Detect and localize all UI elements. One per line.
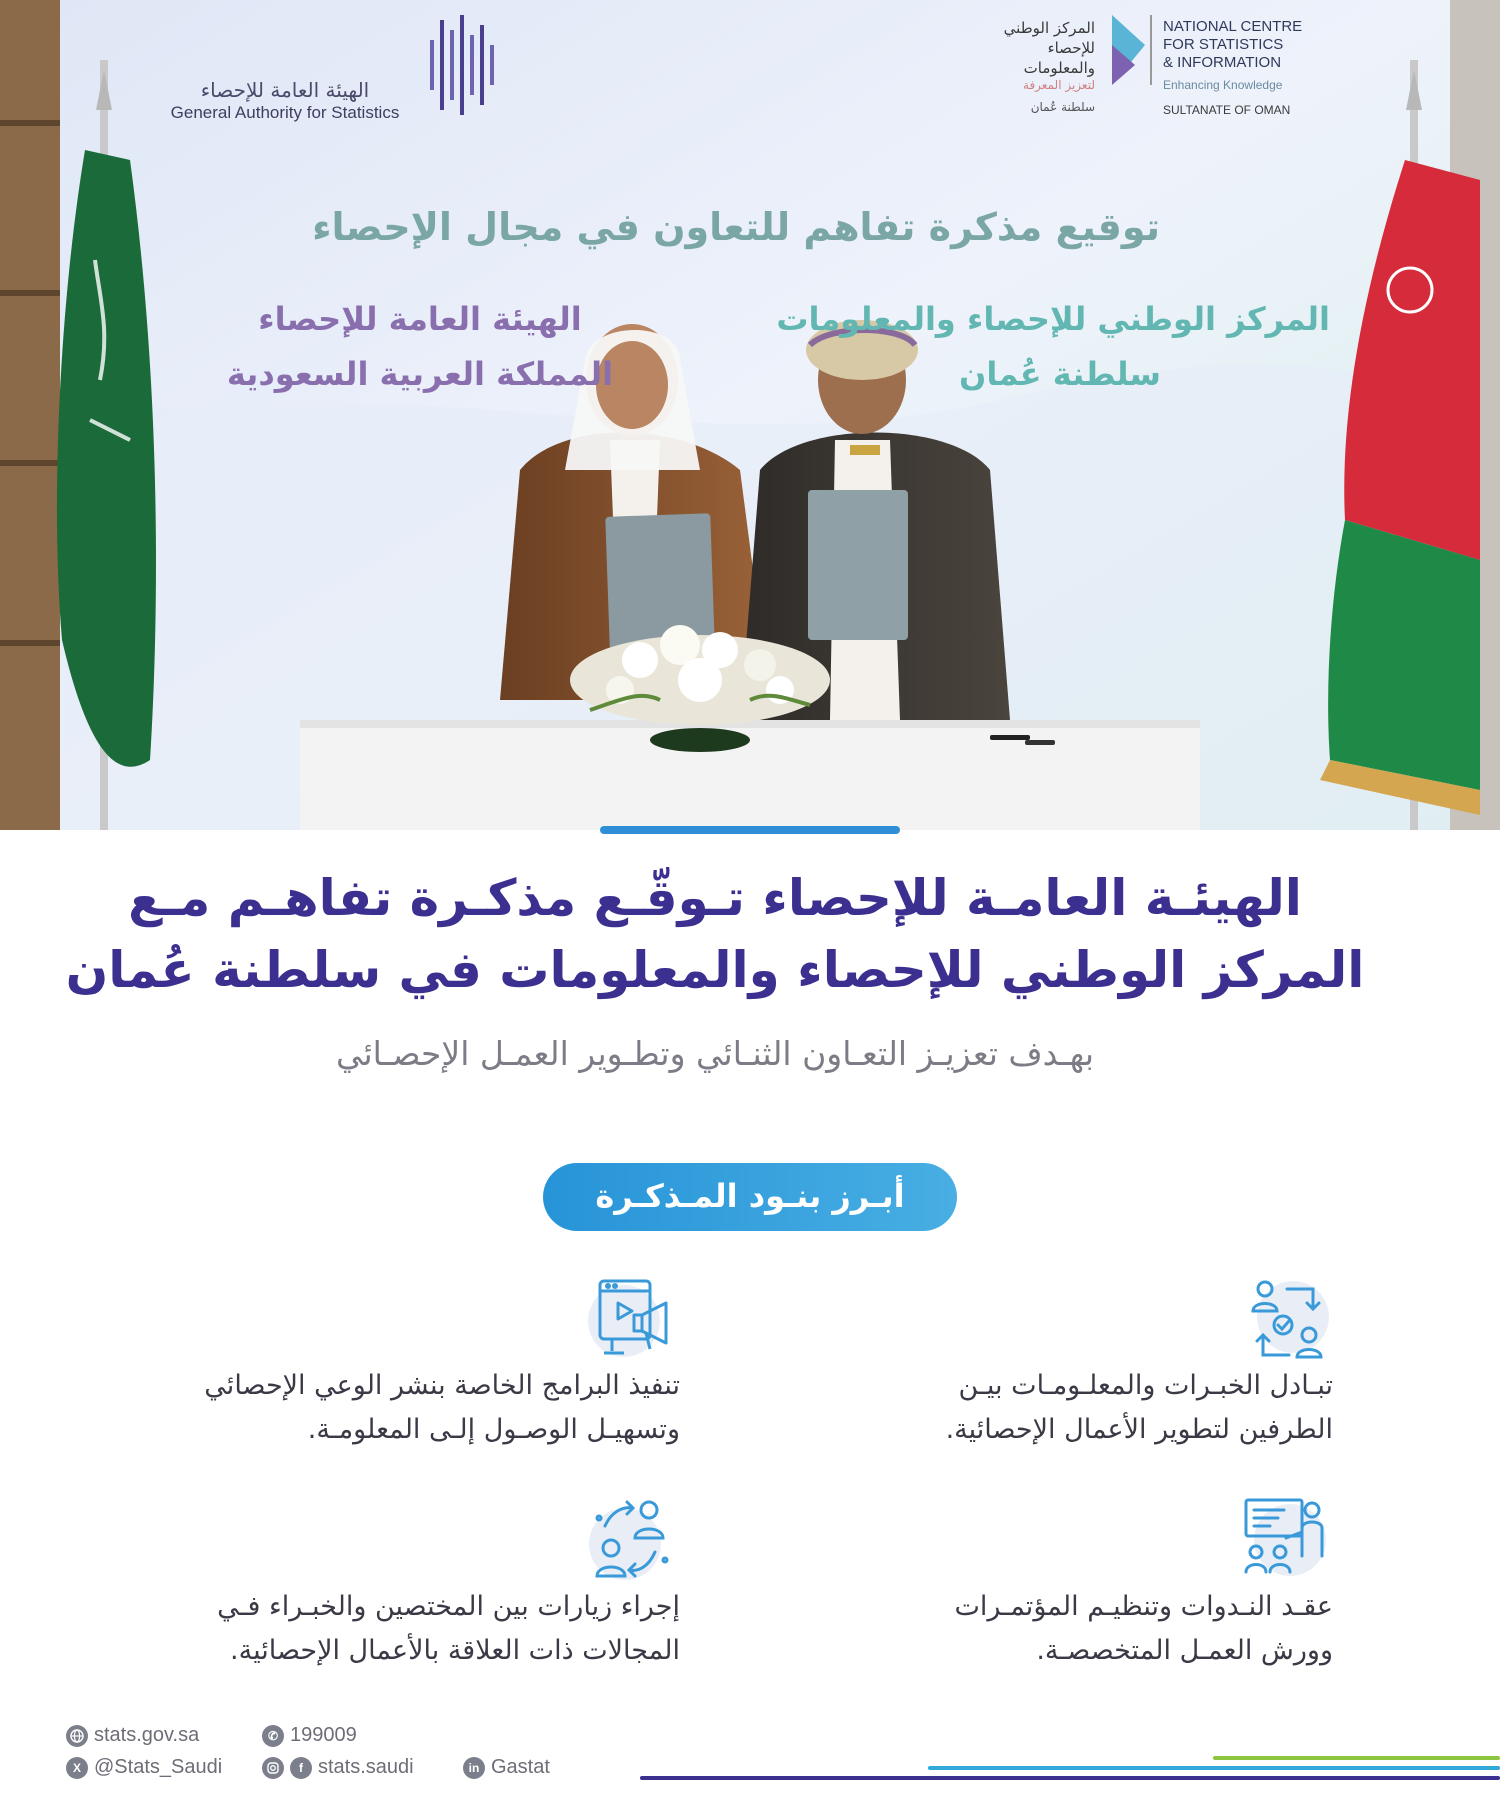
ncsi-logo-arabic: المركز الوطني للإحصاء والمعلومات bbox=[1003, 19, 1095, 77]
linkedin-label: Gastat bbox=[491, 1756, 550, 1778]
headline-line1: الهيئـة العامـة للإحصاء تـوقّـع مذكـرة تفاهـم مـع bbox=[128, 869, 1302, 927]
ncsi-logo-arabic-country: سلطنة عُمان bbox=[1030, 100, 1095, 114]
backdrop-left-line1: الهيئة العامة للإحصاء bbox=[258, 300, 582, 338]
point-4-line1: إجراء زيارات بين المختصين والخبـراء فـي bbox=[217, 1591, 680, 1622]
footer-phone[interactable] bbox=[262, 1724, 357, 1747]
facebook-icon: f bbox=[290, 1757, 312, 1779]
video-megaphone-icon bbox=[588, 1275, 678, 1365]
point-3-line1: عقـد النـدوات وتنظيـم المؤتمـرات bbox=[954, 1591, 1333, 1622]
point-2-text bbox=[120, 1364, 680, 1452]
accent-bar bbox=[600, 826, 900, 834]
phone-label: 199009 bbox=[290, 1724, 357, 1746]
point-4-text bbox=[120, 1585, 680, 1673]
point-1-text bbox=[773, 1364, 1333, 1452]
hero-photo bbox=[0, 0, 1500, 830]
backdrop-left-line2: المملكة العربية السعودية bbox=[226, 355, 614, 393]
section-title-pill: أبـرز بنـود المـذكـرة bbox=[543, 1163, 957, 1231]
x-icon: X bbox=[66, 1757, 88, 1779]
point-1-line2: الطرفين لتطوير الأعمال الإحصائية. bbox=[945, 1414, 1333, 1445]
headline bbox=[60, 862, 1370, 1006]
signing-ceremony-scene bbox=[0, 0, 1500, 830]
point-3-line2: وورش العمـل المتخصصـة. bbox=[1036, 1635, 1333, 1666]
point-2-line2: وتسهيـل الوصـول إلـى المعلومـة. bbox=[307, 1414, 680, 1445]
ncsi-logo-tagline: Enhancing Knowledge bbox=[1163, 78, 1283, 92]
visits-icon bbox=[585, 1496, 675, 1586]
point-4-line2: المجالات ذات العلاقة بالأعمال الإحصائية. bbox=[230, 1635, 680, 1666]
presentation-icon bbox=[1240, 1496, 1330, 1586]
backdrop-right-line2: سلطنة عُمان bbox=[959, 355, 1161, 393]
gas-logo-english: General Authority for Statistics bbox=[170, 103, 400, 122]
backdrop-title: توقيع مذكرة تفاهم للتعاون في مجال الإحصاء bbox=[312, 205, 1160, 249]
footer-x[interactable] bbox=[66, 1756, 222, 1779]
social-handle-label: stats.saudi bbox=[318, 1756, 414, 1778]
instagram-icon bbox=[262, 1757, 284, 1779]
footer-line-green bbox=[1213, 1756, 1500, 1760]
ncsi-logo-country: SULTANATE OF OMAN bbox=[1163, 103, 1291, 117]
point-1-line1: تبـادل الخبـرات والمعلـومـات بيـن bbox=[958, 1370, 1333, 1401]
linkedin-icon: in bbox=[463, 1757, 485, 1779]
ncsi-logo-english: NATIONAL CENTRE FOR STATISTICS & INFORMATION bbox=[1163, 18, 1303, 71]
point-3-text bbox=[773, 1585, 1333, 1673]
website-label: stats.gov.sa bbox=[94, 1724, 200, 1746]
globe-icon bbox=[66, 1725, 88, 1747]
x-handle-label: @Stats_Saudi bbox=[94, 1756, 223, 1778]
headline-line2: المركز الوطني للإحصاء والمعلومات في سلطنة عُمان bbox=[65, 941, 1365, 999]
exchange-people-icon bbox=[1243, 1275, 1333, 1365]
ncsi-logo-arabic-tag: لتعزيز المعرفة bbox=[1023, 78, 1095, 92]
subtitle: بهـدف تعزيـز التعـاون الثنـائي وتطـوير العمـل الإحصـائي bbox=[335, 1034, 1095, 1073]
footer-line-blue bbox=[928, 1766, 1500, 1770]
footer-social[interactable] bbox=[262, 1756, 414, 1779]
gas-logo-arabic: الهيئة العامة للإحصاء bbox=[200, 78, 370, 102]
footer-website[interactable] bbox=[66, 1724, 199, 1747]
phone-icon: ✆ bbox=[262, 1725, 284, 1747]
backdrop-right-line1: المركز الوطني للإحصاء والمعلومات bbox=[776, 300, 1330, 338]
point-2-line1: تنفيذ البرامج الخاصة بنشر الوعي الإحصائي bbox=[204, 1370, 680, 1401]
footer-line-navy bbox=[640, 1776, 1500, 1780]
footer-linkedin[interactable] bbox=[463, 1756, 550, 1779]
